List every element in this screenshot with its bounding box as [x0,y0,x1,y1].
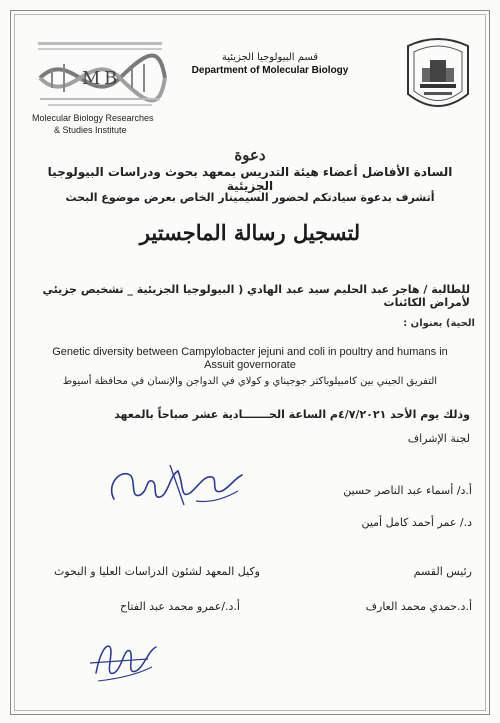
vice-dean-title: وكيل المعهد لشئون الدراسات العليا و البحوث [53,565,260,578]
purpose-line: لتسجيل رسالة الماجستير [139,220,361,245]
date-line: وذلك يوم الأحد ٤/٧/٢٠٢١م الساعة الحـــــــادية عشر صباحاً بالمعهد [114,408,470,421]
svg-text:B: B [104,68,118,89]
thesis-title-ar: التفريق الجيني بين كامبيلوباكتر جوجيناي و كولاي في الدواجن والإنسان في محافظة أسيوط [62,376,438,387]
signature-2 [86,633,166,688]
thesis-title-en: Genetic diversity between Campylobacter jejuni and coli in poultry and humans in Assuit governorate [52,346,448,371]
university-seal-icon [400,34,476,116]
department-head-name: أ.د.حمدي محمد العارف [365,600,472,613]
student-line: للطالبة / هاجر عبد الحليم سيد عبد الهادي ( البيولوجيا الجزيئية _ تشخيص جزيئي لأمراض الكائنات [42,283,470,309]
vice-dean-name: أ.د./عمرو محمد عبد الفتاح [120,600,240,613]
addressee-line: السادة الأفاضل أعضاء هيئة التدريس بمعهد بحوث ودراسات البيولوجيا الجزيئية [47,165,453,193]
department-name-ar: قسم البيولوجيا الجزيئية [221,52,319,63]
department-name-en: Department of Molecular Biology [191,65,349,76]
svg-text:M: M [82,68,101,89]
department-heading [170,52,370,76]
supervisor-2: د./ عمر أحمد كامل أمين [361,516,472,529]
institute-line-1: Molecular Biology Researches [32,113,154,123]
signature-1 [100,455,250,515]
department-head-title: رئيس القسم [413,565,472,578]
invitation-line: أتشرف بدعوة سيادتكم لحضور السيمينار الخاص بعرض موضوع البحث [65,191,435,204]
subject-label: الحية) بعنوان : [403,318,475,329]
invitation-title: دعوة [234,146,266,164]
supervisor-1: أ.د/ أسماء عبد الناصر حسين [343,484,472,497]
supervision-title: لجنة الإشراف [407,432,470,445]
institute-name [32,112,182,136]
institute-line-2: & Studies Institute [54,125,127,135]
